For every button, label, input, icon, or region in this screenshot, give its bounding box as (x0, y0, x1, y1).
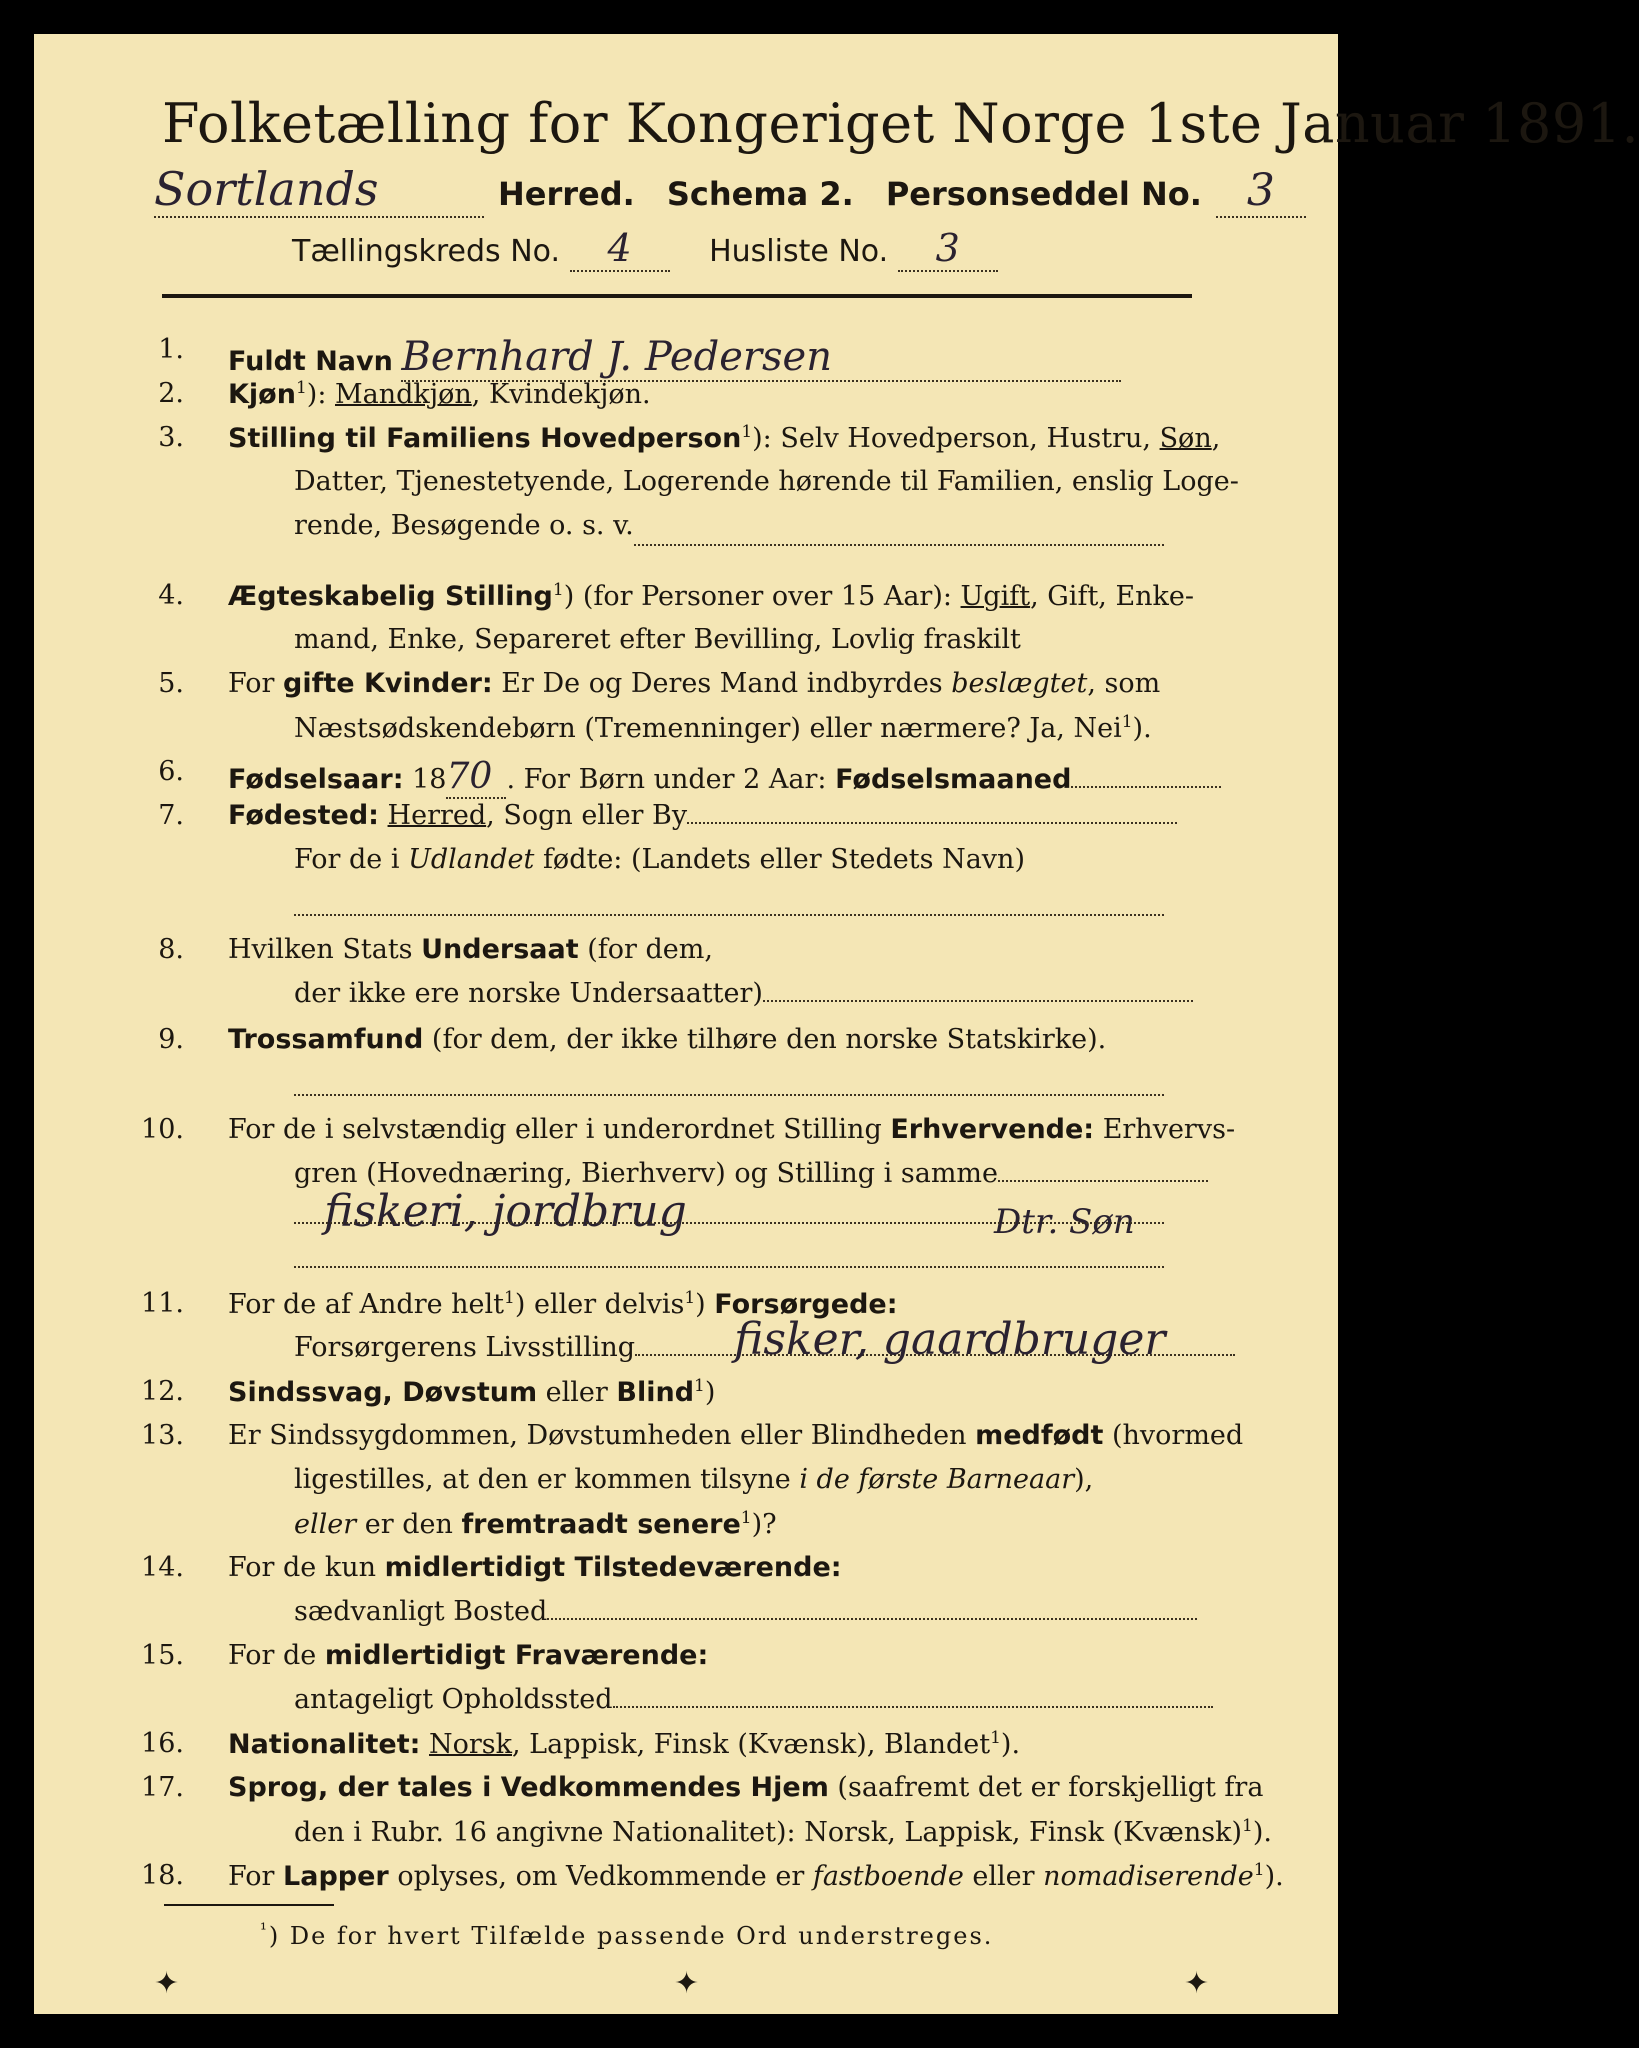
item-10-line2 (294, 1158, 1208, 1189)
item-15 (228, 1640, 708, 1671)
item-9-dots (294, 1094, 1164, 1096)
item-12-label: Sindssvag, Døvstum (228, 1377, 538, 1408)
item-8-line2-text: der ikke ere norske Undersaatter) (294, 978, 763, 1009)
item-18-number: 18. (141, 1860, 184, 1891)
item-3-label: Stilling til Familiens Hovedperson (228, 423, 742, 454)
item-14-line2 (294, 1596, 1197, 1627)
item-18: For Lapper oplyses, om Vedkommende er fastboende eller nomadiserende$^1$). (228, 1860, 1284, 1892)
item-3: Stilling til Familiens Hovedperson$^1$): Selv Hovedperson, Hustru, Søn, (228, 422, 1221, 454)
footnote-paren: ) (268, 1922, 281, 1950)
item-4-number: 4. (158, 580, 184, 611)
item-6-text: . For Børn under 2 Aar: (506, 764, 836, 795)
item-5-text-e: , som (1087, 668, 1161, 699)
item-3-text: ): Selv Hovedperson, Hustru, (752, 423, 1160, 454)
personseddel-label: Personseddel No. (885, 175, 1202, 213)
item-2-selected: Mandkjøn (335, 379, 472, 410)
kreds-label: Tællingskreds No. (292, 234, 560, 269)
item-12-label2: Blind (616, 1377, 695, 1408)
item-18-italic-f: nomadiserende (1043, 1861, 1254, 1892)
item-17-label: Sprog, der tales i Vedkommendes Hjem (228, 1772, 829, 1803)
item-17-number: 17. (141, 1772, 184, 1803)
item-9-number: 9. (158, 1024, 184, 1055)
item-13-line3-d: )? (751, 1509, 777, 1540)
item-16-space (420, 1729, 429, 1760)
item-7-selected: Herred (387, 800, 487, 831)
item-11-text-a: For de af Andre helt (228, 1289, 505, 1320)
husliste-label: Husliste No. (709, 234, 889, 269)
item-1 (228, 334, 1121, 382)
item-13-line2-a: ligestilles, at den er kommen tilsyne (294, 1464, 800, 1495)
herred-value: Sortlands (154, 162, 484, 218)
item-16-rest: , Lappisk, Finsk (Kvænsk), Blandet (512, 1729, 991, 1760)
schema-label: Schema 2. (666, 175, 854, 213)
item-16-selected: Norsk (429, 1729, 513, 1760)
item-11-provider-value: fisker, gaardbruger (734, 1314, 1166, 1365)
item-17-line2-text: den i Rubr. 16 angivne Nationalitet): Norsk, Lappisk, Finsk (Kvænsk) (294, 1817, 1243, 1848)
item-13-line2-b: i de første Barneaar (799, 1464, 1075, 1495)
item-4-selected: Ugift (960, 581, 1031, 612)
item-9 (228, 1024, 1106, 1055)
item-16: Nationalitet: Norsk, Lappisk, Finsk (Kvænsk), Blandet$^1$). (228, 1728, 1021, 1760)
item-7-rest: , Sogn eller By (486, 800, 688, 831)
item-7-line2 (294, 844, 1025, 875)
item-2-rest: , Kvindekjøn. (471, 379, 651, 410)
item-17-text: (saafremt det er forskjelligt fra (828, 1772, 1264, 1803)
item-5-number: 5. (158, 668, 184, 699)
item-8 (228, 934, 713, 965)
item-6-number: 6. (158, 756, 184, 787)
item-11-number: 11. (141, 1288, 184, 1319)
footnote (260, 1920, 993, 1950)
item-13-line3-label: fremtraadt senere (461, 1509, 741, 1540)
item-14-number: 14. (141, 1552, 184, 1583)
item-14 (228, 1552, 842, 1583)
item-9-text: (for dem, der ikke tilhøre den norske Statskirke). (423, 1024, 1107, 1055)
item-13-line2 (294, 1464, 1093, 1495)
item-13-text-c: (hvormed (1103, 1420, 1244, 1451)
item-9-label: Trossamfund (228, 1024, 424, 1055)
item-5-italic: beslægtet (951, 668, 1088, 699)
item-15-label: midlertidigt Fraværende: (324, 1640, 709, 1671)
item-10-note-value: Dtr. Søn (994, 1202, 1135, 1242)
kreds-line (292, 226, 998, 272)
ornament-center-icon: ✦ (674, 1966, 700, 2001)
item-6-prefix: 18 (403, 764, 447, 795)
item-10-dots1 (294, 1222, 1164, 1224)
item-11: For de af Andre helt$^1$) eller delvis$^1$) Forsørgede: (228, 1288, 898, 1320)
herred-label: Herred. (498, 175, 635, 213)
item-4: Ægteskabelig Stilling$^1$) (for Personer over 15 Aar): Ugift, Gift, Enke- (228, 580, 1195, 612)
form-title: Folketælling for Kongeriget Norge 1ste Januar 1891. (162, 92, 1639, 155)
item-3-line3: rende, Besøgende o. s. v. (294, 510, 634, 541)
item-2-number: 2. (158, 378, 184, 409)
item-7-line2-c: fødte: (Landets eller Stedets Navn) (534, 844, 1025, 875)
item-13-line3-a: eller (294, 1509, 357, 1540)
item-10-label: Erhvervende: (890, 1114, 1095, 1145)
item-18-label: Lapper (283, 1861, 389, 1892)
item-17-line2: den i Rubr. 16 angivne Nationalitet): Norsk, Lappisk, Finsk (Kvænsk)$^1$). (294, 1816, 1272, 1848)
husliste-value: 3 (898, 226, 998, 272)
personseddel-value: 3 (1216, 165, 1306, 218)
item-2: Kjøn$^1$): Mandkjøn, Kvindekjøn. (228, 378, 651, 410)
item-14-line2-text: sædvanligt Bosted (294, 1596, 548, 1627)
item-10-dots2 (294, 1266, 1164, 1268)
footnote-mark: ¹ (260, 1920, 269, 1940)
item-18-text-a: For (228, 1861, 284, 1892)
ornament-right-icon: ✦ (1184, 1966, 1210, 2001)
item-7-line2-a: For de i (294, 844, 409, 875)
item-7-line2-b: Udlandet (408, 844, 535, 875)
item-13-label: medfødt (975, 1420, 1104, 1451)
item-11-line2-text: Forsørgerens Livsstilling (294, 1332, 636, 1363)
item-5-line2: Næstsødskendebørn (Tremenninger) eller nærmere? Ja, Nei$^1$). (294, 712, 1152, 744)
item-5-text-a: For (228, 668, 284, 699)
item-8-line2 (294, 978, 1193, 1009)
item-4-text: ) (for Personer over 15 Aar): (563, 581, 961, 612)
item-11-text-b: ) eller delvis (514, 1289, 685, 1320)
item-15-text-a: For de (228, 1640, 325, 1671)
item-13 (228, 1420, 1243, 1451)
item-18-italic-d: fastboende (812, 1861, 964, 1892)
census-form (34, 34, 1639, 2014)
item-2-label: Kjøn (228, 379, 296, 410)
item-10-text-c: Erhvervs- (1094, 1114, 1236, 1145)
item-12-number: 12. (141, 1376, 184, 1407)
footnote-text: De for hvert Tilfælde passende Ord understreges. (289, 1922, 994, 1950)
item-16-label: Nationalitet: (228, 1729, 421, 1760)
item-15-line2-text: antageligt Opholdssted (294, 1684, 613, 1715)
item-5-line2-text: Næstsødskendebørn (Tremenninger) eller nærmere? Ja, Nei (294, 713, 1122, 744)
item-3-rest: , (1211, 423, 1221, 454)
item-8-label: Undersaat (421, 934, 579, 965)
item-12-text: eller (537, 1377, 617, 1408)
item-4-label: Ægteskabelig Stilling (228, 581, 553, 612)
item-3-line2: Datter, Tjenestetyende, Logerende hørende til Familien, enslig Loge- (294, 466, 1239, 497)
item-15-line2 (294, 1684, 1213, 1715)
herred-line (154, 162, 1306, 218)
item-13-line2-c: ), (1074, 1464, 1094, 1495)
item-3-number: 3. (158, 422, 184, 453)
item-13-text-a: Er Sindssygdommen, Døvstumheden eller Blindheden (228, 1420, 976, 1451)
item-14-label: midlertidigt Tilstedeværende: (384, 1552, 842, 1583)
item-13-line3-b: er den (356, 1509, 462, 1540)
item-17 (228, 1772, 1263, 1803)
item-3-dots (634, 544, 1164, 546)
item-11-text-c: ) (695, 1289, 715, 1320)
item-10-occupation-value: fiskeri, jordbrug (324, 1186, 687, 1237)
item-10-line2-text: gren (Hovednæring, Bierhverv) og Stilling i samme (294, 1158, 999, 1189)
kreds-value: 4 (570, 226, 670, 272)
item-6-year-value: 70 (446, 756, 506, 799)
item-6-label: Fødselsaar: (228, 764, 404, 795)
item-8-number: 8. (158, 934, 184, 965)
item-8-text-c: (for dem, (578, 934, 713, 965)
item-10 (228, 1114, 1235, 1145)
item-13-line3: eller er den fremtraadt senere$^1$)? (294, 1508, 777, 1540)
item-16-number: 16. (141, 1728, 184, 1759)
item-5-label: gifte Kvinder: (283, 668, 493, 699)
header-rule (162, 294, 1192, 298)
item-11-label: Forsørgede: (714, 1289, 898, 1320)
item-10-number: 10. (141, 1114, 184, 1145)
item-10-text-a: For de i selvstændig eller i underordnet Stilling (228, 1114, 891, 1145)
item-7-dots (294, 914, 1164, 916)
item-7-number: 7. (158, 800, 184, 831)
item-3-selected: Søn (1159, 423, 1212, 454)
footnote-rule (164, 1904, 334, 1906)
item-5-text-c: Er De og Deres Mand indbyrdes (492, 668, 952, 699)
item-6 (228, 756, 1221, 799)
item-5 (228, 668, 1160, 699)
item-8-text-a: Hvilken Stats (228, 934, 422, 965)
item-1-number: 1. (158, 334, 184, 365)
item-4-rest: , Gift, Enke- (1030, 581, 1195, 612)
ornament-left-icon: ✦ (154, 1966, 180, 2001)
item-18-text-c: oplyses, om Vedkommende er (388, 1861, 813, 1892)
item-1-label: Fuldt Navn (228, 346, 393, 377)
item-15-number: 15. (141, 1640, 184, 1671)
item-2-text: ): (306, 379, 335, 410)
item-4-line2: mand, Enke, Separeret efter Bevilling, Lovlig fraskilt (294, 624, 1021, 655)
item-12: Sindssvag, Døvstum eller Blind$^1$) (228, 1376, 716, 1408)
item-1-name-value: Bernhard J. Pedersen (401, 334, 1121, 382)
item-13-number: 13. (141, 1420, 184, 1451)
item-7-label: Fødested: (228, 800, 379, 831)
item-14-text-a: For de kun (228, 1552, 385, 1583)
item-7 (228, 800, 1177, 831)
item-6-label2: Fødselsmaaned (835, 764, 1072, 795)
item-12-rest: ) (704, 1377, 716, 1408)
item-18-text-e: eller (963, 1861, 1044, 1892)
